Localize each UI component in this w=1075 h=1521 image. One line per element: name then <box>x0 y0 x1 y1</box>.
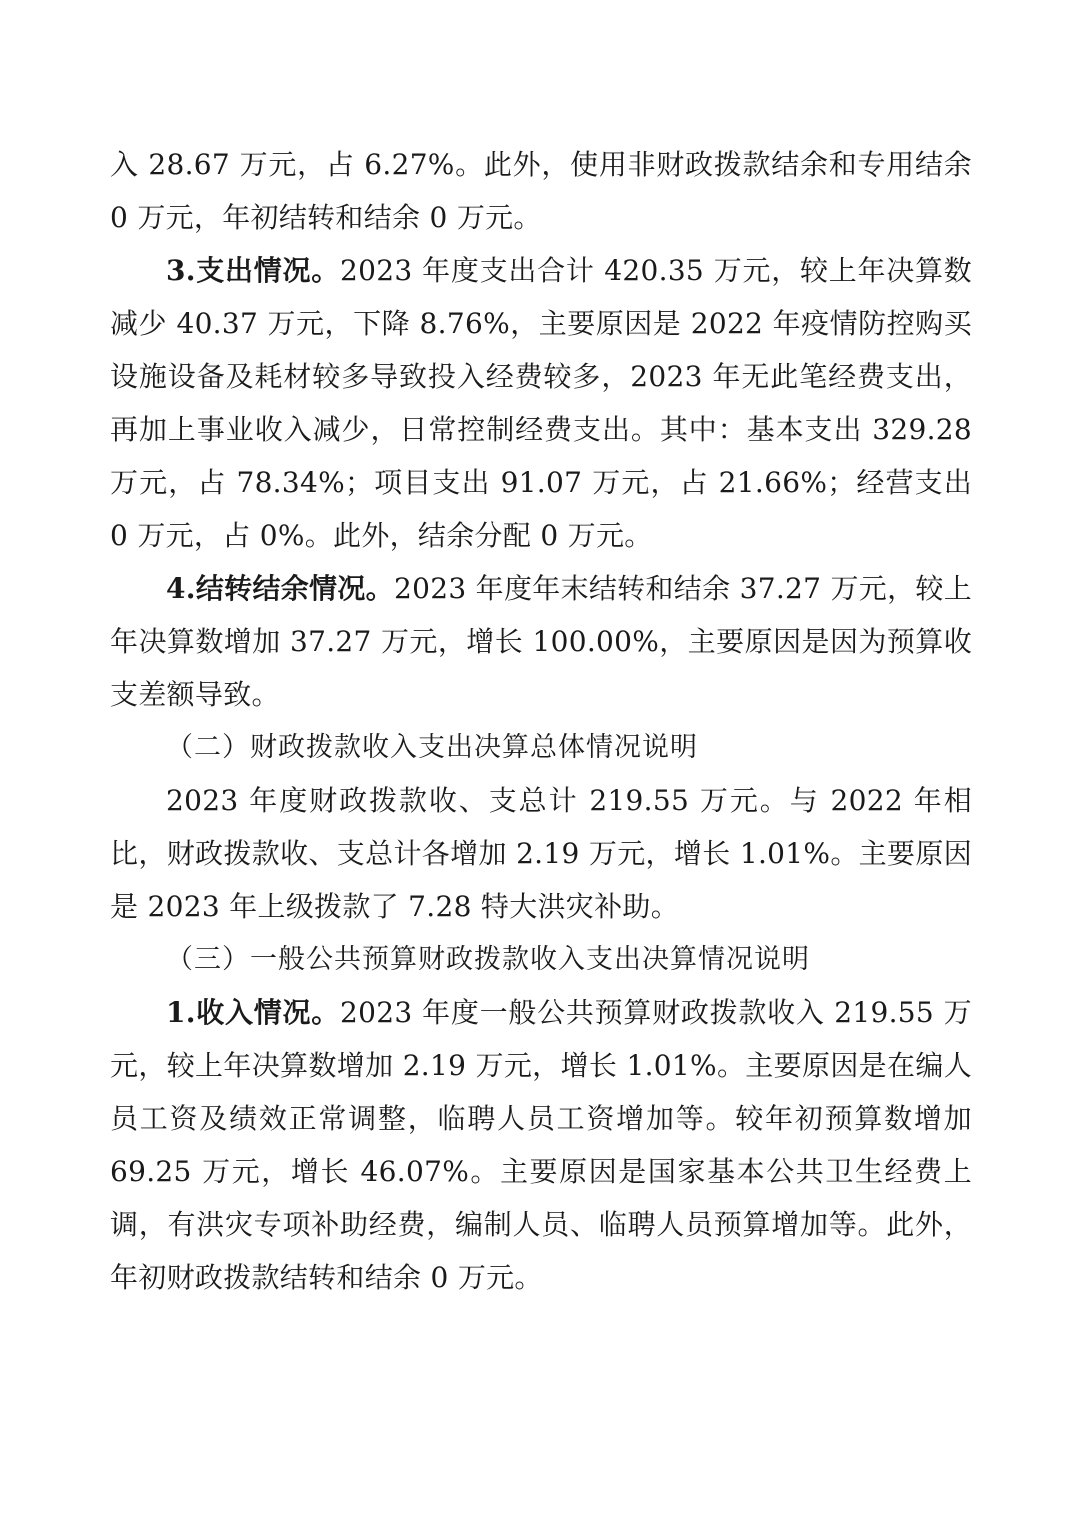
section-label: 3.支出情况。 <box>166 254 341 287</box>
paragraph-text: 2023 年度年末结转和结余 37.27 万元，较上年决算数增加 37.27 万元，增长 100.00%，主要原因是因为预算收支差额导致。 <box>110 572 972 711</box>
paragraph-income-continued <box>110 138 972 244</box>
section-heading-general-budget: （三）一般公共预算财政拨款收入支出决算情况说明 <box>166 944 810 975</box>
section-heading-fiscal-overview: （二）财政拨款收入支出决算总体情况说明 <box>166 732 698 763</box>
paragraph-expenditure <box>110 244 972 562</box>
paragraph-text: 2023 年度支出合计 420.35 万元，较上年决算数减少 40.37 万元，下降 8.76%，主要原因是 2022 年疫情防控购买设施设备及耗材较多导致投入经费较多，2023 年无此笔经费支出，再加上事业收入减少，日常控制经费支出。其中：基本支出 329.28 万元，占 78.34%；项目支出 91.07 万元，占 21.66%；经营支出 0 万元，占 0%。此外，结余分配 0 万元。 <box>110 254 972 552</box>
section-label: 1.收入情况。 <box>166 996 341 1029</box>
paragraph-text: 入 28.67 万元，占 6.27%。此外，使用非财政拨款结余和专用结余 0 万元，年初结转和结余 0 万元。 <box>110 148 972 234</box>
paragraph-general-budget-income <box>110 986 972 1304</box>
document-page <box>110 138 972 1304</box>
paragraph-text: 2023 年度一般公共预算财政拨款收入 219.55 万元，较上年决算数增加 2.19 万元，增长 1.01%。主要原因是在编人员工资及绩效正常调整，临聘人员工资增加等。较年初预算数增加 69.25 万元，增长 46.07%。主要原因是国家基本公共卫生经费上调，有洪灾专项补助经费，编制人员、临聘人员预算增加等。此外，年初财政拨款结转和结余 0 万元。 <box>110 996 972 1294</box>
paragraph-fiscal-overview <box>110 774 972 933</box>
section-label: 4.结转结余情况。 <box>166 572 394 605</box>
paragraph-carryover <box>110 562 972 721</box>
paragraph-text: 2023 年度财政拨款收、支总计 219.55 万元。与 2022 年相比，财政拨款收、支总计各增加 2.19 万元，增长 1.01%。主要原因是 2023 年上级拨款了 7.28 特大洪灾补助。 <box>110 784 972 923</box>
